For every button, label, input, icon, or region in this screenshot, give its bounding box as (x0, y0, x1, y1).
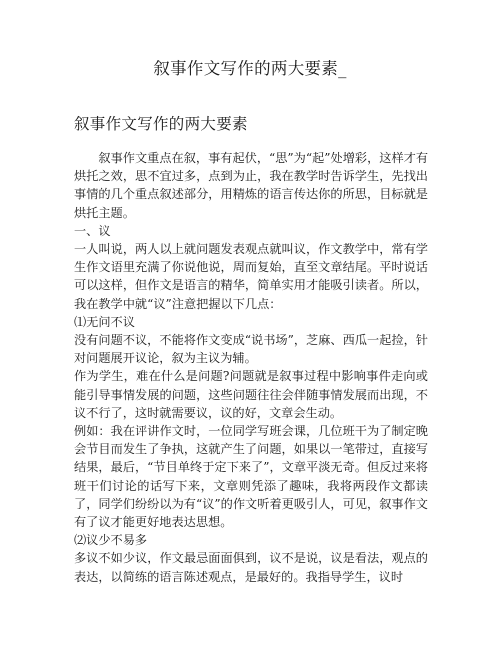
point-heading: ⑵议少不易多 (74, 533, 148, 548)
body-paragraph: 没有问题不议，不能将作文变成“说书场”，芝麻、西瓜一起捡，针对问题展开议论，叙为主议为辅。 (74, 333, 428, 366)
body-paragraph: 叙事作文重点在叙，事有起伏，“思”为“起”处增彩，这样才有烘托之效，思不宜过多，点到为止，我在教学时告诉学生，先找出事情的几个重点叙述部分，用精炼的语言传达你的所思，目标就是烘托主题。 (74, 151, 429, 220)
point-heading: ⑴无问不议 (74, 314, 135, 329)
document-body (74, 149, 428, 586)
body-paragraph: 一人叫说，两人以上就问题发表观点就叫议，作文教学中，常有学生作文语里充满了你说他说，周而复始，直至文章结尾。平时说话可以这样，但作文是语言的精华，简单实用才能吸引读者。所以，我在教学中就“议”注意把握以下几点： (74, 242, 428, 311)
body-paragraph: 作为学生，难在什么是问题?问题就是叙事过程中影响事件走向或能引导事情发展的问题，这些问题往往会伴随事情发展而出现，不议不行了，这时就需要议，议的好，文章会生动。 (74, 369, 428, 420)
body-paragraph: 多议不如少议，作文最忌面面俱到，议不是说，议是看法，观点的表达，以简练的语言陈述观点，是最好的。我指导学生，议时 (74, 551, 428, 584)
section-heading: 叙事作文写作的两大要素 (74, 115, 248, 133)
subheading-yi: 一、议 (74, 223, 111, 238)
body-paragraph: 例如：我在评讲作文时，一位同学写班会课，几位班干为了制定晚会节目而发生了争执，这就产生了问题，如果以一笔带过，直接写结果，最后，“节目单终于定下来了”，文章平淡无奇。但反过来将班干们讨论的话写下来，文章则凭添了趣味，我将两段作文都读了，同学们纷纷以为有“议”的作文听着更吸引人，可见，叙事作文有了议才能更好地表达思想。 (74, 424, 428, 530)
document-title: 叙事作文写作的两大要素_ (153, 59, 347, 78)
